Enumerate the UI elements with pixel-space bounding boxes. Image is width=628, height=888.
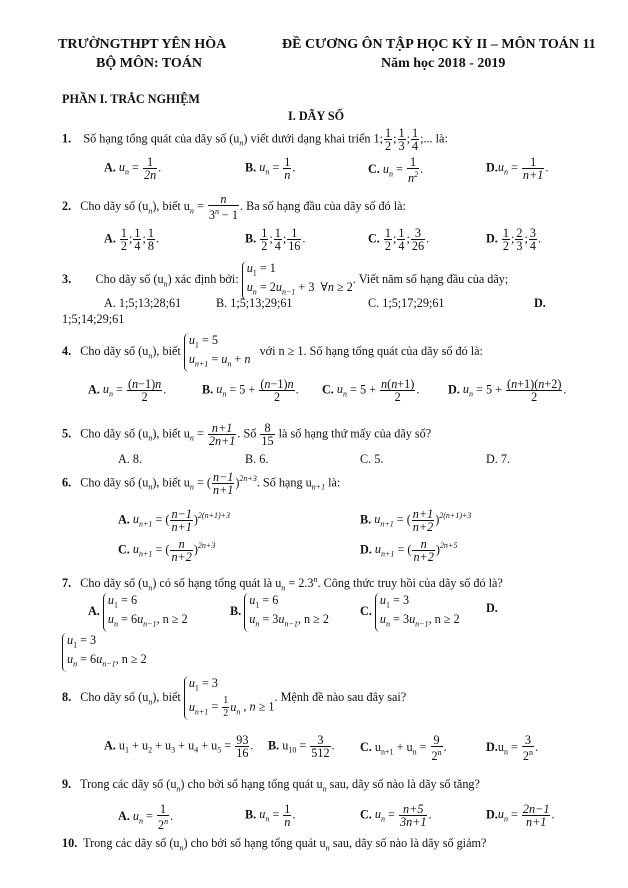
question-8: 8. Cho dãy số $(u_n)$, biết $u_1 = 3$ $u_{n+1}$ = $\frac{1}{2}$ $u_n$ , n ≥ 1. Mệnh đề nào sau đây sai? (62, 676, 407, 720)
q7-option-c[interactable]: C. $u_1 = 3$ $u_n = 3u_{n-1}$, n ≥ 2 (360, 593, 460, 632)
q3-option-d[interactable]: D. (534, 296, 546, 310)
q7-option-b[interactable]: B. $u_1 = 6$ $u_n = 3u_{n-1}$, n ≥ 2 (230, 593, 329, 632)
q6-option-a[interactable]: A. $u_{n+1}$ = ( $\frac{n-1}{n+1}$ )$^{2(n+1)+3}$ (118, 507, 231, 534)
q8-option-b[interactable]: B. $u_{10}$ = $\frac{3}{512}$ . (268, 733, 335, 760)
q2-option-c[interactable]: C. $\frac{1}{2}$ ; $\frac{1}{4}$ ; $\frac{3}{26}$ . (368, 226, 430, 253)
school-year: Năm học 2018 - 2019 (381, 56, 506, 71)
q2-option-a[interactable]: A. $\frac{1}{2}$ ; $\frac{1}{4}$ ; $\frac{1}{8}$ . (104, 226, 160, 253)
q8-option-c[interactable]: C. $u_{n+1} + u_n$ = $\frac{9}{2^n}$ . (360, 733, 447, 764)
q9-option-d[interactable]: $D.u_n$ = $\frac{2n-1}{n+1}$ . (486, 802, 555, 829)
question-7: 7. Cho dãy số $(u_n)$ có số hạng tổng quát là $u_n = 2.3^n$. Công thức truy hồi của dãy số đó là? (62, 575, 503, 593)
q7-option-d-value: $u_1 = 3$ $u_n = 6u_{n-1}$, n ≥ 2 (62, 633, 147, 672)
q6-option-c[interactable]: C. $u_{n+1}$ = ( $\frac{n}{n+2}$ )$^{2n+3}$ (118, 537, 216, 564)
question-6: 6. Cho dãy số $(u_n)$, biết $u_n$ = ( $\frac{n-1}{n+1}$ )$^{2n+3}$. Số hạng $u_{n+1}$ là: (62, 470, 341, 497)
q5-option-a[interactable]: A. 8. (118, 452, 143, 466)
q7-option-a[interactable]: A. $u_1 = 6$ $u_n = 6u_{n-1}$, n ≥ 2 (88, 593, 188, 632)
q1-option-a[interactable]: A. $u_n$ = $\frac{1}{2n}$ . (104, 155, 162, 182)
q3-option-b[interactable]: B. 1;5;13;29;61 (216, 296, 293, 310)
question-10: 10. Trong các dãy số $(u_n)$ cho bởi số hạng tổng quát $u_n$ sau, dãy số nào là dãy số giảm? (62, 836, 487, 853)
q1-option-d[interactable]: $D.u_n$ = $\frac{1}{n+1}$ . (486, 155, 549, 182)
question-5: 5. Cho dãy số $(u_n)$, biết $u_n$ = $\frac{n+1}{2n+1}$ . Số $\frac{8}{15}$ là số hạng thứ mấy của dãy số? (62, 421, 432, 448)
question-3: 3. Cho dãy số $(u_n)$ xác định bởi: $u_1 = 1$ $u_n = 2u_{n-1} + 3$ ∀n ≥ 2. Viết năm số hạng đầu của dãy; (62, 261, 508, 300)
q5-option-d[interactable]: D. 7. (486, 452, 511, 466)
question-9: 9. Trong các dãy số $(u_n)$ cho bởi số hạng tổng quát $u_n$ sau, dãy số nào là dãy số tăng? (62, 777, 480, 794)
q9-option-c[interactable]: C. $u_n$ = $\frac{n+5}{3n+1}$ . (360, 802, 432, 829)
question-4: 4. Cho dãy số $(u_n)$, biết $u_1 = 5$ $u_{n+1} = u_n + n$ với n ≥ 1. Số hạng tổng quát của dãy số đó là: (62, 333, 483, 372)
q3-option-a[interactable]: A. 1;5;13;28;61 (104, 296, 182, 310)
q4-option-a[interactable]: A. $u_n$ = $\frac{(n-1)n}{2}$ . (88, 377, 167, 404)
q1-option-b[interactable]: B. $u_n$ = $\frac{1}{n}$ . (245, 155, 296, 182)
q5-option-b[interactable]: B. 6. (245, 452, 269, 466)
question-1: 1. Số hạng tổng quát của dãy số $(u_n)$ viết dưới dạng khai triển 1; $\frac{1}{2}$ ; $\frac{1}{3}$ ; $\frac{1}{4}$ ;... là: (62, 126, 448, 153)
q9-option-a[interactable]: A. $u_n$ = $\frac{1}{2^n}$ . (118, 802, 174, 833)
q3-option-c[interactable]: C. 1;5;17;29;61 (368, 296, 445, 310)
q4-option-b[interactable]: B. $u_n = 5$ + $\frac{(n-1)n}{2}$ . (202, 377, 299, 404)
q6-option-d[interactable]: D. $u_{n+1}$ = ( $\frac{n}{n+2}$ )$^{2n+5}$ (360, 537, 458, 564)
q4-option-d[interactable]: D. $u_n = 5$ + $\frac{(n+1)(n+2)}{2}$ . (448, 377, 567, 404)
q9-option-b[interactable]: B. $u_n$ = $\frac{1}{n}$ . (245, 802, 296, 829)
q7-option-d[interactable]: D. (486, 601, 498, 615)
q2-option-d[interactable]: D. $\frac{1}{2}$ ; $\frac{2}{3}$ ; $\frac{3}{4}$ . (486, 226, 542, 253)
school-name: TRƯỜNGTHPT YÊN HÒA (58, 37, 227, 52)
q6-option-b[interactable]: B. $u_{n+1}$ = ( $\frac{n+1}{n+2}$ )$^{2(n+1)+3}$ (360, 507, 472, 534)
q8-option-d[interactable]: $D.u_n$ = $\frac{3}{2^n}$ . (486, 733, 539, 764)
q4-option-c[interactable]: C. $u_n = 5$ + $\frac{n(n+1)}{2}$ . (322, 377, 420, 404)
question-2: 2. Cho dãy số $(u_n)$, biết $u_n$ = $\frac{n}{3^n - 1}$ . Ba số hạng đầu của dãy số đó là: (62, 192, 406, 223)
section-heading: PHẦN I. TRẮC NGHIỆM (62, 92, 200, 106)
q8-option-a[interactable]: A. $u_1 + u_2 + u_3 + u_4 + u_5$ = $\frac{93}{16}$ . (104, 733, 254, 760)
document-title: ĐỀ CƯƠNG ÔN TẬP HỌC KỲ II – MÔN TOÁN 11 (282, 37, 596, 52)
q2-option-b[interactable]: B. $\frac{1}{2}$ ; $\frac{1}{4}$ ; $\frac{1}{16}$ . (245, 226, 306, 253)
department: BỘ MÔN: TOÁN (96, 56, 203, 71)
q3-option-d-value: 1;5;14;29;61 (62, 312, 125, 326)
q1-option-c[interactable]: C. $u_n$ = $\frac{1}{n^2}$ . (368, 155, 424, 186)
chapter-heading: I. DÃY SỐ (288, 109, 345, 123)
q5-option-c[interactable]: C. 5. (360, 452, 384, 466)
